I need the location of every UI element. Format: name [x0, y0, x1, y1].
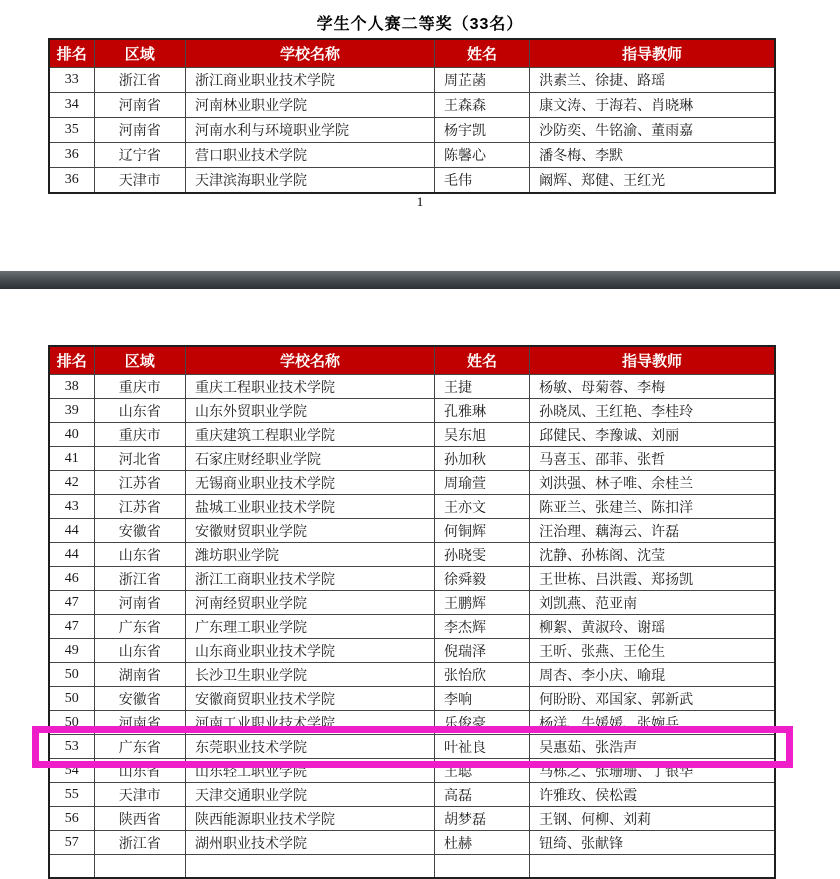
name-cell: 杨宇凯 — [435, 118, 530, 143]
teachers-cell: 吴惠茹、张浩声 — [530, 735, 775, 759]
teachers-cell: 周杏、李小庆、喻琨 — [530, 663, 775, 687]
name-cell: 孙晓雯 — [435, 543, 530, 567]
teachers-cell: 沙防奕、牛铭渝、董雨嘉 — [530, 118, 775, 143]
school-cell: 安徽商贸职业技术学院 — [185, 687, 434, 711]
page1-tbody — [49, 68, 775, 194]
teachers-cell: 马栋之、张珊珊、丁银华 — [530, 759, 775, 783]
table-row — [49, 399, 775, 423]
table-row-partial — [49, 855, 775, 879]
rank-cell: 43 — [49, 495, 94, 519]
name-cell: 乐俊豪 — [435, 711, 530, 735]
rank-cell: 40 — [49, 423, 94, 447]
rank-cell: 47 — [49, 591, 94, 615]
table-row — [49, 543, 775, 567]
school-cell: 山东商业职业技术学院 — [185, 639, 434, 663]
teachers-cell: 沈静、孙栋阁、沈莹 — [530, 543, 775, 567]
region-cell: 广东省 — [94, 615, 185, 639]
table-row — [49, 615, 775, 639]
teachers-cell: 杨洋、牛媛媛、张婉兵 — [530, 711, 775, 735]
school-cell: 长沙卫生职业学院 — [185, 663, 434, 687]
region-cell: 辽宁省 — [94, 143, 185, 168]
school-cell: 浙江商业职业技术学院 — [185, 68, 434, 93]
header-rank: 排名 — [49, 39, 94, 68]
rank-cell: 41 — [49, 447, 94, 471]
region-cell: 天津市 — [94, 783, 185, 807]
name-cell: 王捷 — [435, 375, 530, 399]
rank-cell: 44 — [49, 543, 94, 567]
name-cell: 周瑜萱 — [435, 471, 530, 495]
teachers-cell: 马喜玉、邵菲、张哲 — [530, 447, 775, 471]
school-cell: 东莞职业技术学院 — [185, 735, 434, 759]
rank-cell: 56 — [49, 807, 94, 831]
rank-cell: 46 — [49, 567, 94, 591]
school-cell: 河南林业职业学院 — [185, 93, 434, 118]
teachers-cell: 杨敏、母菊蓉、李梅 — [530, 375, 775, 399]
school-cell: 天津滨海职业学院 — [185, 168, 434, 194]
region-cell: 湖南省 — [94, 663, 185, 687]
table-row — [49, 118, 775, 143]
header-rank: 排名 — [49, 346, 94, 375]
table-row — [49, 423, 775, 447]
name-cell: 王森森 — [435, 93, 530, 118]
name-cell: 周芷菡 — [435, 68, 530, 93]
name-cell: 王亦文 — [435, 495, 530, 519]
header-region: 区域 — [94, 39, 185, 68]
school-cell: 天津交通职业学院 — [185, 783, 434, 807]
region-cell: 广东省 — [94, 735, 185, 759]
school-cell: 浙江工商职业技术学院 — [185, 567, 434, 591]
table-row — [49, 711, 775, 735]
school-cell: 山东轻工职业学院 — [185, 759, 434, 783]
teachers-cell: 何盼盼、邓国家、郭新武 — [530, 687, 775, 711]
table-row — [49, 143, 775, 168]
header-school: 学校名称 — [185, 346, 434, 375]
region-cell: 安徽省 — [94, 519, 185, 543]
rank-cell: 49 — [49, 639, 94, 663]
teachers-cell: 王昕、张燕、王伦生 — [530, 639, 775, 663]
school-cell: 盐城工业职业技术学院 — [185, 495, 434, 519]
school-cell: 营口职业技术学院 — [185, 143, 434, 168]
region-cell: 山东省 — [94, 399, 185, 423]
teachers-cell: 邱健民、李豫诚、刘丽 — [530, 423, 775, 447]
empty-cell — [185, 855, 434, 879]
header-name: 姓名 — [435, 39, 530, 68]
region-cell: 天津市 — [94, 168, 185, 194]
teachers-cell: 钮绮、张献锋 — [530, 831, 775, 855]
name-cell: 何铜辉 — [435, 519, 530, 543]
region-cell: 陕西省 — [94, 807, 185, 831]
table-row — [49, 783, 775, 807]
empty-cell — [435, 855, 530, 879]
page-number: 1 — [416, 194, 424, 209]
school-cell: 河南水利与环境职业学院 — [185, 118, 434, 143]
empty-cell — [49, 855, 94, 879]
header-region: 区域 — [94, 346, 185, 375]
awards-table-page2 — [48, 345, 776, 879]
name-cell: 杜赫 — [435, 831, 530, 855]
table-row — [49, 93, 775, 118]
region-cell: 河南省 — [94, 591, 185, 615]
school-cell: 重庆工程职业技术学院 — [185, 375, 434, 399]
teachers-cell: 刘洪强、林子唯、余桂兰 — [530, 471, 775, 495]
name-cell: 张怡欣 — [435, 663, 530, 687]
name-cell: 王聪 — [435, 759, 530, 783]
region-cell: 安徽省 — [94, 687, 185, 711]
name-cell: 李响 — [435, 687, 530, 711]
header-row — [49, 346, 775, 375]
school-cell: 重庆建筑工程职业学院 — [185, 423, 434, 447]
region-cell: 河南省 — [94, 711, 185, 735]
rank-cell: 35 — [49, 118, 94, 143]
region-cell: 山东省 — [94, 543, 185, 567]
table-row — [49, 447, 775, 471]
rank-cell: 50 — [49, 687, 94, 711]
region-cell: 江苏省 — [94, 471, 185, 495]
page2-tbody — [49, 375, 775, 879]
region-cell: 浙江省 — [94, 68, 185, 93]
table-row — [49, 519, 775, 543]
teachers-cell: 陈亚兰、张建兰、陈扣洋 — [530, 495, 775, 519]
rank-cell: 33 — [49, 68, 94, 93]
school-cell: 河南工业职业技术学院 — [185, 711, 434, 735]
name-cell: 王鹏辉 — [435, 591, 530, 615]
table-row — [49, 591, 775, 615]
rank-cell: 36 — [49, 143, 94, 168]
region-cell: 河北省 — [94, 447, 185, 471]
page-2 — [0, 289, 840, 852]
name-cell: 孙加秋 — [435, 447, 530, 471]
teachers-cell: 康文涛、于海若、肖晓琳 — [530, 93, 775, 118]
table-row — [49, 831, 775, 855]
school-cell: 安徽财贸职业学院 — [185, 519, 434, 543]
name-cell: 李杰辉 — [435, 615, 530, 639]
empty-cell — [94, 855, 185, 879]
region-cell: 重庆市 — [94, 375, 185, 399]
rank-cell: 57 — [49, 831, 94, 855]
rank-cell: 54 — [49, 759, 94, 783]
teachers-cell: 汪治理、藕海云、许磊 — [530, 519, 775, 543]
header-school: 学校名称 — [185, 39, 434, 68]
name-cell: 胡梦磊 — [435, 807, 530, 831]
name-cell: 高磊 — [435, 783, 530, 807]
header-teachers: 指导教师 — [530, 346, 775, 375]
name-cell: 吴东旭 — [435, 423, 530, 447]
table-row — [49, 639, 775, 663]
teachers-cell: 王钢、何柳、刘莉 — [530, 807, 775, 831]
name-cell: 倪瑞泽 — [435, 639, 530, 663]
table-row — [49, 471, 775, 495]
page-separator-band — [0, 271, 840, 289]
name-cell: 毛伟 — [435, 168, 530, 194]
name-cell: 徐舜毅 — [435, 567, 530, 591]
rank-cell: 38 — [49, 375, 94, 399]
empty-cell — [530, 855, 775, 879]
table-row — [49, 168, 775, 194]
name-cell: 叶祉良 — [435, 735, 530, 759]
awards-table-page1 — [48, 38, 776, 194]
rank-cell: 50 — [49, 663, 94, 687]
school-cell: 广东理工职业学院 — [185, 615, 434, 639]
table-row — [49, 735, 775, 759]
region-cell: 重庆市 — [94, 423, 185, 447]
region-cell: 浙江省 — [94, 831, 185, 855]
table-row — [49, 687, 775, 711]
region-cell: 山东省 — [94, 639, 185, 663]
page-1 — [0, 0, 840, 271]
school-cell: 陕西能源职业技术学院 — [185, 807, 434, 831]
table-row — [49, 759, 775, 783]
region-cell: 河南省 — [94, 93, 185, 118]
region-cell: 河南省 — [94, 118, 185, 143]
table-row — [49, 663, 775, 687]
rank-cell: 55 — [49, 783, 94, 807]
rank-cell: 47 — [49, 615, 94, 639]
teachers-cell: 阚辉、郑健、王红光 — [530, 168, 775, 194]
school-cell: 石家庄财经职业学院 — [185, 447, 434, 471]
name-cell: 陈馨心 — [435, 143, 530, 168]
table-row — [49, 375, 775, 399]
region-cell: 山东省 — [94, 759, 185, 783]
region-cell: 江苏省 — [94, 495, 185, 519]
teachers-cell: 潘冬梅、李默 — [530, 143, 775, 168]
rank-cell: 34 — [49, 93, 94, 118]
teachers-cell: 许雅玫、侯松霞 — [530, 783, 775, 807]
teachers-cell: 孙晓凤、王红艳、李桂玲 — [530, 399, 775, 423]
rank-cell: 36 — [49, 168, 94, 194]
header-name: 姓名 — [435, 346, 530, 375]
region-cell: 浙江省 — [94, 567, 185, 591]
school-cell: 山东外贸职业学院 — [185, 399, 434, 423]
school-cell: 无锡商业职业技术学院 — [185, 471, 434, 495]
school-cell: 河南经贸职业学院 — [185, 591, 434, 615]
header-row — [49, 39, 775, 68]
table-row — [49, 495, 775, 519]
teachers-cell: 洪素兰、徐捷、路瑶 — [530, 68, 775, 93]
rank-cell: 44 — [49, 519, 94, 543]
teachers-cell: 王世栋、吕洪霞、郑扬凯 — [530, 567, 775, 591]
table-row — [49, 68, 775, 93]
document-title: 学生个人赛二等奖（33名） — [316, 16, 524, 33]
rank-cell: 53 — [49, 735, 94, 759]
table-row — [49, 567, 775, 591]
school-cell: 潍坊职业学院 — [185, 543, 434, 567]
teachers-cell: 柳絮、黄淑玲、谢瑶 — [530, 615, 775, 639]
header-teachers: 指导教师 — [530, 39, 775, 68]
rank-cell: 42 — [49, 471, 94, 495]
name-cell: 孔雅琳 — [435, 399, 530, 423]
rank-cell: 39 — [49, 399, 94, 423]
school-cell: 湖州职业技术学院 — [185, 831, 434, 855]
rank-cell: 50 — [49, 711, 94, 735]
teachers-cell: 刘凯燕、范亚南 — [530, 591, 775, 615]
